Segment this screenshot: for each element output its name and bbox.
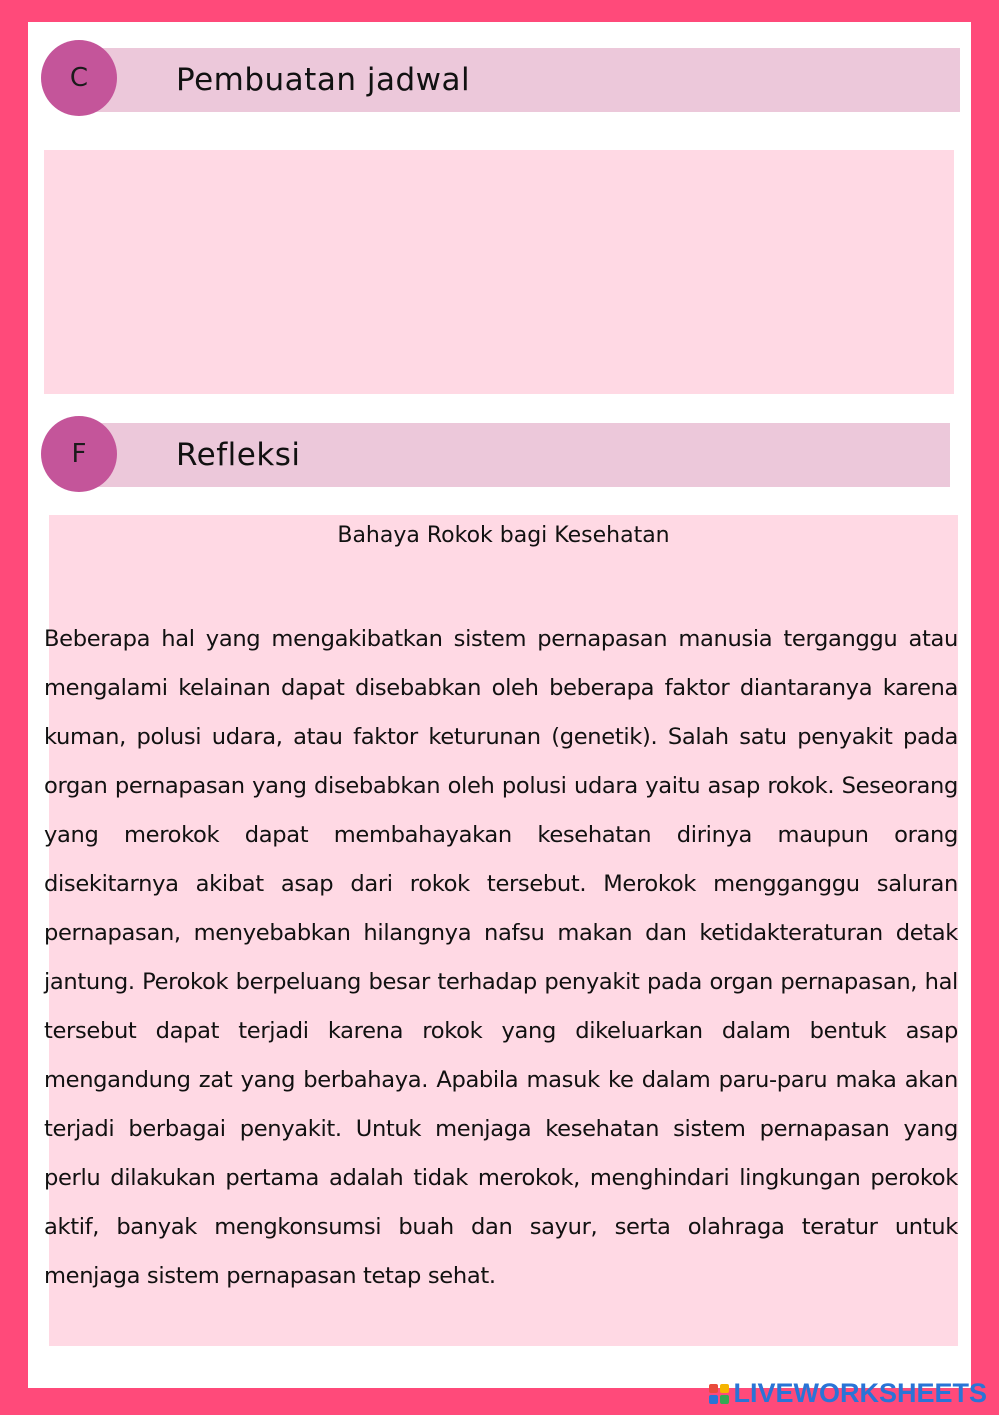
section-c-badge: C — [41, 40, 117, 116]
brand-text: LIVEWORKSHEETS — [733, 1378, 987, 1408]
liveworksheets-logo-icon — [709, 1384, 729, 1404]
liveworksheets-brand[interactable] — [709, 1378, 987, 1409]
worksheet-page — [28, 22, 971, 1388]
section-f-title: Refleksi — [176, 437, 301, 473]
section-c-title: Pembuatan jadwal — [176, 62, 471, 98]
article-body: Beberapa hal yang mengakibatkan sistem pernapasan manusia terganggu atau mengalami kelainan dapat disebabkan oleh beberapa faktor diantaranya karena kuman, polusi udara, atau faktor keturunan (genetik). Salah satu penyakit pada organ pernapasan yang disebabkan oleh polusi udara yaitu asap rokok. Seseorang yang merokok dapat membahayakan kesehatan dirinya maupun orang disekitarnya akibat asap dari rokok tersebut. Merokok mengganggu saluran pernapasan, menyebabkan hilangnya nafsu makan dan ketidakteraturan detak jantung. Perokok berpeluang besar terhadap penyakit pada organ pernapasan, hal tersebut dapat terjadi karena rokok yang dikeluarkan dalam bentuk asap mengandung zat yang berbahaya. Apabila masuk ke dalam paru-paru maka akan terjadi berbagai penyakit. Untuk menjaga kesehatan sistem pernapasan yang perlu dilakukan pertama adalah tidak merokok, menghindari lingkungan perokok aktif, banyak mengkonsumsi buah dan sayur, serta olahraga teratur untuk menjaga sistem pernapasan tetap sehat. — [44, 626, 958, 1289]
section-f-badge: F — [41, 416, 117, 492]
article-title: Bahaya Rokok bagi Kesehatan — [337, 523, 670, 548]
schedule-answer-box[interactable] — [44, 150, 954, 394]
section-c-header — [80, 48, 960, 112]
section-f-header — [80, 423, 950, 487]
